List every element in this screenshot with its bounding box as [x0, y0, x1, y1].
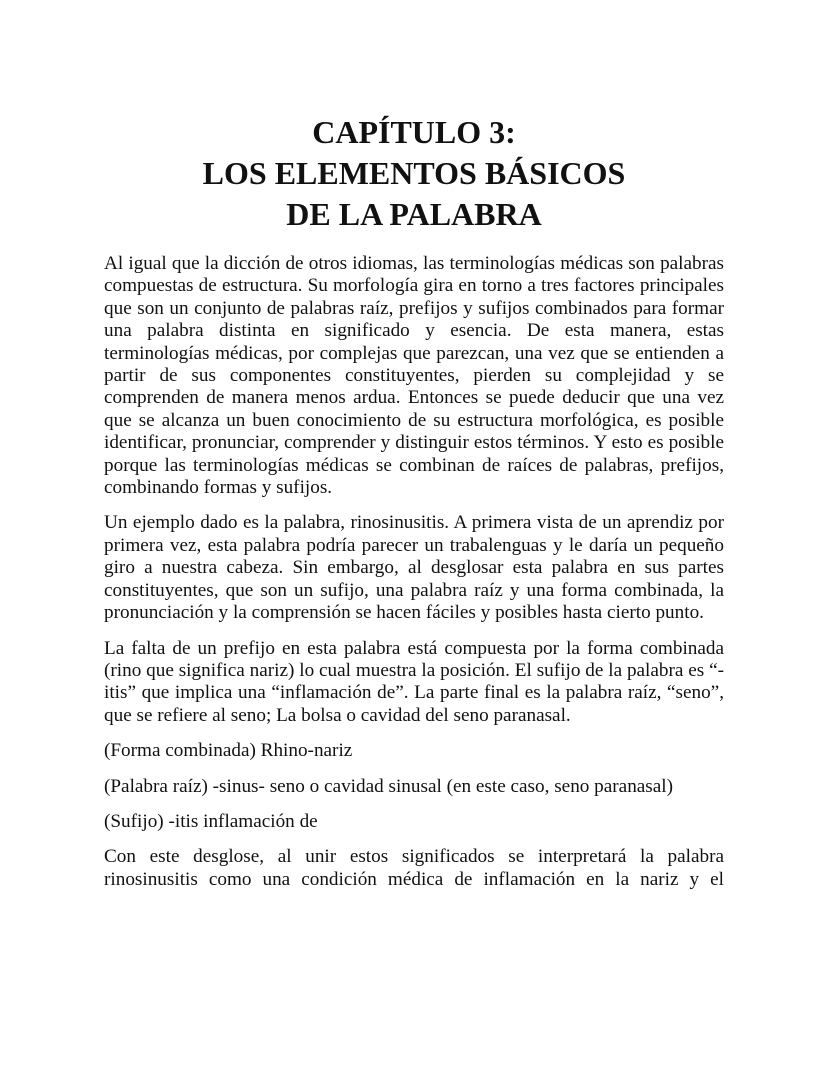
- paragraph: Un ejemplo dado es la palabra, rinosinusitis. A primera vista de un aprendiz por primera vez, esta palabra podría parecer un trabalenguas y le daría un pequeño giro a nuestra cabeza. Sin embargo, al desglosar esta palabra en sus partes constituyentes, que son un sufijo, una palabra raíz y una forma combinada, la pronunciación y la comprensión se hacen fáciles y posibles hasta cierto punto.: [104, 512, 724, 624]
- paragraph: Con este desglose, al unir estos significados se interpretará la palabra rinosinusitis como una condición médica de inflamación en la nariz y el: [104, 846, 724, 890]
- paragraph: (Palabra raíz) -sinus- seno o cavidad sinusal (en este caso, seno paranasal): [104, 775, 674, 797]
- body-text: [104, 235, 724, 891]
- chapter-title: [0, 0, 828, 235]
- paragraph: Al igual que la dicción de otros idiomas, las terminologías médicas son palabras compuestas de estructura. Su morfología gira en torno a tres factores principales que son un conjunto de palabras raíz, prefijos y sufijos combinados para formar una palabra distinta en significado y esencia. De esta manera, estas terminologías médicas, por complejas que parezcan, una vez que se entienden a partir de sus componentes constituyentes, pierden su complejidad y se comprenden de manera menos ardua. Entonces se puede deducir que una vez que se alcanza un buen conocimiento de su estructura morfológica, es posible identificar, pronunciar, comprender y distinguir estos términos. Y esto es posible porque las terminologías médicas se combinan de raíces de palabras, prefijos, combinando formas y sufijos.: [104, 253, 724, 499]
- paragraph: (Forma combinada) Rhino-nariz: [104, 740, 353, 762]
- paragraph: La falta de un prefijo en esta palabra está compuesta por la forma combinada (rino que significa nariz) lo cual muestra la posición. El sufijo de la palabra es “-itis” que implica una “inflamación de”. La parte final es la palabra raíz, “seno”, que se refiere al seno; La bolsa o cavidad del seno paranasal.: [104, 637, 724, 726]
- chapter-title-line: DE LA PALABRA: [286, 196, 542, 232]
- paragraph: (Sufijo) -itis inflamación de: [104, 810, 318, 832]
- chapter-title-line: CAPÍTULO 3:: [312, 114, 516, 150]
- chapter-title-line: LOS ELEMENTOS BÁSICOS: [202, 155, 626, 191]
